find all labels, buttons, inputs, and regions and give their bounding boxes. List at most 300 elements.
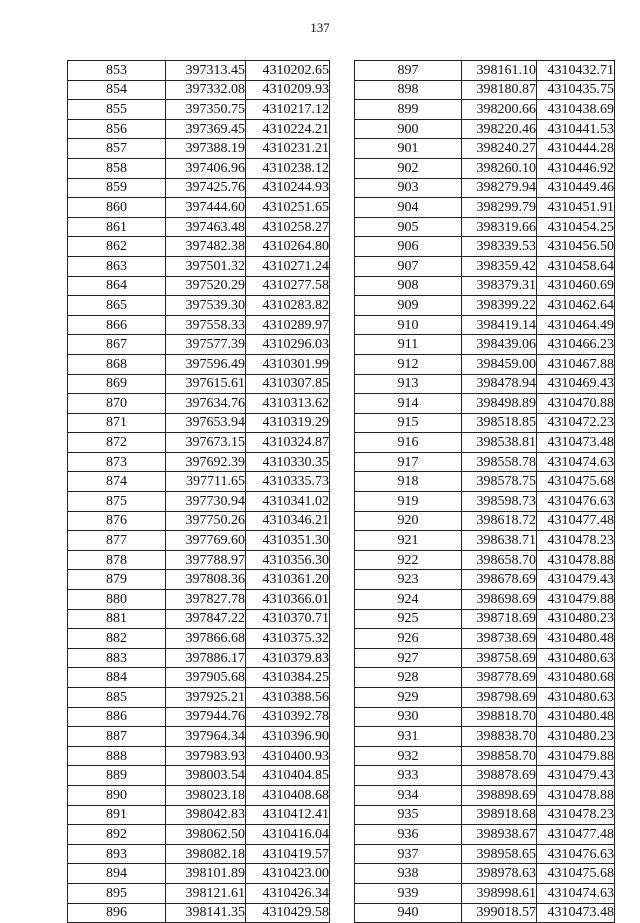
table-row	[355, 668, 615, 688]
table-row	[355, 864, 615, 884]
table-row	[355, 178, 615, 198]
table-row	[355, 766, 615, 786]
point-number-cell: 932	[355, 746, 462, 766]
table-row	[68, 825, 330, 845]
coordinates-table-left	[67, 60, 330, 923]
table-row	[68, 844, 330, 864]
point-number-cell: 890	[68, 785, 166, 805]
point-number-cell: 912	[355, 354, 462, 374]
x-coordinate-cell: 398518.85	[462, 413, 537, 433]
x-coordinate-cell: 398878.69	[462, 766, 537, 786]
y-coordinate-cell: 4310456.50	[537, 237, 615, 257]
y-coordinate-cell: 4310346.21	[246, 511, 330, 531]
point-number-cell: 889	[68, 766, 166, 786]
x-coordinate-cell: 397925.21	[166, 688, 246, 708]
table-row	[68, 727, 330, 747]
x-coordinate-cell: 397332.08	[166, 80, 246, 100]
x-coordinate-cell: 397769.60	[166, 531, 246, 551]
table-row	[68, 413, 330, 433]
x-coordinate-cell: 398798.69	[462, 688, 537, 708]
point-number-cell: 907	[355, 256, 462, 276]
y-coordinate-cell: 4310283.82	[246, 296, 330, 316]
x-coordinate-cell: 397615.61	[166, 374, 246, 394]
table-row	[68, 805, 330, 825]
point-number-cell: 879	[68, 570, 166, 590]
y-coordinate-cell: 4310478.23	[537, 531, 615, 551]
table-row	[68, 100, 330, 120]
point-number-cell: 910	[355, 315, 462, 335]
x-coordinate-cell: 398459.00	[462, 354, 537, 374]
point-number-cell: 868	[68, 354, 166, 374]
point-number-cell: 882	[68, 629, 166, 649]
y-coordinate-cell: 4310444.28	[537, 139, 615, 159]
x-coordinate-cell: 397558.33	[166, 315, 246, 335]
y-coordinate-cell: 4310441.53	[537, 119, 615, 139]
x-coordinate-cell: 399018.57	[462, 903, 537, 923]
table-row	[355, 139, 615, 159]
table-row	[68, 609, 330, 629]
table-row	[355, 648, 615, 668]
y-coordinate-cell: 4310289.97	[246, 315, 330, 335]
y-coordinate-cell: 4310217.12	[246, 100, 330, 120]
x-coordinate-cell: 397827.78	[166, 590, 246, 610]
point-number-cell: 854	[68, 80, 166, 100]
table-row	[68, 472, 330, 492]
x-coordinate-cell: 397866.68	[166, 629, 246, 649]
x-coordinate-cell: 397673.15	[166, 433, 246, 453]
table-row	[68, 550, 330, 570]
point-number-cell: 894	[68, 864, 166, 884]
table-row	[355, 785, 615, 805]
y-coordinate-cell: 4310470.88	[537, 394, 615, 414]
y-coordinate-cell: 4310313.62	[246, 394, 330, 414]
table-row	[68, 119, 330, 139]
x-coordinate-cell: 398419.14	[462, 315, 537, 335]
x-coordinate-cell: 397847.22	[166, 609, 246, 629]
x-coordinate-cell: 397501.32	[166, 256, 246, 276]
x-coordinate-cell: 397577.39	[166, 335, 246, 355]
table-row	[68, 217, 330, 237]
table-row	[68, 374, 330, 394]
y-coordinate-cell: 4310231.21	[246, 139, 330, 159]
x-coordinate-cell: 398698.69	[462, 590, 537, 610]
x-coordinate-cell: 398339.53	[462, 237, 537, 257]
y-coordinate-cell: 4310480.68	[537, 668, 615, 688]
table-row	[355, 629, 615, 649]
y-coordinate-cell: 4310330.35	[246, 452, 330, 472]
table-row	[68, 511, 330, 531]
x-coordinate-cell: 398718.69	[462, 609, 537, 629]
y-coordinate-cell: 4310458.64	[537, 256, 615, 276]
table-row	[355, 550, 615, 570]
point-number-cell: 938	[355, 864, 462, 884]
table-row	[68, 452, 330, 472]
table-row	[355, 217, 615, 237]
point-number-cell: 898	[355, 80, 462, 100]
x-coordinate-cell: 398938.67	[462, 825, 537, 845]
x-coordinate-cell: 398838.70	[462, 727, 537, 747]
point-number-cell: 861	[68, 217, 166, 237]
point-number-cell: 885	[68, 688, 166, 708]
y-coordinate-cell: 4310375.32	[246, 629, 330, 649]
table-row	[68, 158, 330, 178]
x-coordinate-cell: 398618.72	[462, 511, 537, 531]
x-coordinate-cell: 397596.49	[166, 354, 246, 374]
x-coordinate-cell: 398121.61	[166, 883, 246, 903]
point-number-cell: 925	[355, 609, 462, 629]
x-coordinate-cell: 398299.79	[462, 198, 537, 218]
y-coordinate-cell: 4310438.69	[537, 100, 615, 120]
point-number-cell: 908	[355, 276, 462, 296]
y-coordinate-cell: 4310478.88	[537, 550, 615, 570]
y-coordinate-cell: 4310209.93	[246, 80, 330, 100]
table-row	[355, 315, 615, 335]
y-coordinate-cell: 4310475.68	[537, 864, 615, 884]
table-row	[68, 80, 330, 100]
point-number-cell: 931	[355, 727, 462, 747]
point-number-cell: 887	[68, 727, 166, 747]
table-row	[68, 648, 330, 668]
point-number-cell: 929	[355, 688, 462, 708]
x-coordinate-cell: 397444.60	[166, 198, 246, 218]
x-coordinate-cell: 398003.54	[166, 766, 246, 786]
point-number-cell: 933	[355, 766, 462, 786]
y-coordinate-cell: 4310449.46	[537, 178, 615, 198]
point-number-cell: 923	[355, 570, 462, 590]
x-coordinate-cell: 398638.71	[462, 531, 537, 551]
point-number-cell: 891	[68, 805, 166, 825]
x-coordinate-cell: 397463.48	[166, 217, 246, 237]
y-coordinate-cell: 4310356.30	[246, 550, 330, 570]
y-coordinate-cell: 4310396.90	[246, 727, 330, 747]
table-row	[355, 825, 615, 845]
x-coordinate-cell: 397388.19	[166, 139, 246, 159]
x-coordinate-cell: 398978.63	[462, 864, 537, 884]
table-row	[68, 864, 330, 884]
point-number-cell: 884	[68, 668, 166, 688]
y-coordinate-cell: 4310370.71	[246, 609, 330, 629]
point-number-cell: 899	[355, 100, 462, 120]
x-coordinate-cell: 398101.89	[166, 864, 246, 884]
y-coordinate-cell: 4310408.68	[246, 785, 330, 805]
point-number-cell: 867	[68, 335, 166, 355]
x-coordinate-cell: 398818.70	[462, 707, 537, 727]
y-coordinate-cell: 4310361.20	[246, 570, 330, 590]
x-coordinate-cell: 397750.26	[166, 511, 246, 531]
table-row	[355, 805, 615, 825]
table-row	[355, 511, 615, 531]
table-row	[68, 531, 330, 551]
point-number-cell: 859	[68, 178, 166, 198]
y-coordinate-cell: 4310335.73	[246, 472, 330, 492]
point-number-cell: 930	[355, 707, 462, 727]
x-coordinate-cell: 398738.69	[462, 629, 537, 649]
x-coordinate-cell: 397905.68	[166, 668, 246, 688]
table-row	[68, 61, 330, 81]
table-row	[355, 903, 615, 923]
x-coordinate-cell: 398898.69	[462, 785, 537, 805]
x-coordinate-cell: 398498.89	[462, 394, 537, 414]
x-coordinate-cell: 397808.36	[166, 570, 246, 590]
y-coordinate-cell: 4310341.02	[246, 492, 330, 512]
x-coordinate-cell: 397520.29	[166, 276, 246, 296]
table-row	[355, 707, 615, 727]
point-number-cell: 917	[355, 452, 462, 472]
table-row	[68, 688, 330, 708]
point-number-cell: 875	[68, 492, 166, 512]
point-number-cell: 866	[68, 315, 166, 335]
x-coordinate-cell: 398678.69	[462, 570, 537, 590]
x-coordinate-cell: 398042.83	[166, 805, 246, 825]
point-number-cell: 940	[355, 903, 462, 923]
y-coordinate-cell: 4310224.21	[246, 119, 330, 139]
x-coordinate-cell: 398240.27	[462, 139, 537, 159]
y-coordinate-cell: 4310464.49	[537, 315, 615, 335]
point-number-cell: 924	[355, 590, 462, 610]
table-row	[68, 707, 330, 727]
table-row	[355, 746, 615, 766]
point-number-cell: 863	[68, 256, 166, 276]
x-coordinate-cell: 398161.10	[462, 61, 537, 81]
point-number-cell: 888	[68, 746, 166, 766]
y-coordinate-cell: 4310277.58	[246, 276, 330, 296]
x-coordinate-cell: 397406.96	[166, 158, 246, 178]
table-row	[355, 609, 615, 629]
point-number-cell: 895	[68, 883, 166, 903]
point-number-cell: 897	[355, 61, 462, 81]
point-number-cell: 872	[68, 433, 166, 453]
point-number-cell: 883	[68, 648, 166, 668]
y-coordinate-cell: 4310479.88	[537, 746, 615, 766]
x-coordinate-cell: 398023.18	[166, 785, 246, 805]
y-coordinate-cell: 4310451.91	[537, 198, 615, 218]
point-number-cell: 926	[355, 629, 462, 649]
table-row	[68, 903, 330, 923]
y-coordinate-cell: 4310474.63	[537, 452, 615, 472]
y-coordinate-cell: 4310478.88	[537, 785, 615, 805]
point-number-cell: 881	[68, 609, 166, 629]
point-number-cell: 936	[355, 825, 462, 845]
y-coordinate-cell: 4310296.03	[246, 335, 330, 355]
y-coordinate-cell: 4310466.23	[537, 335, 615, 355]
point-number-cell: 858	[68, 158, 166, 178]
table-row	[68, 178, 330, 198]
y-coordinate-cell: 4310473.48	[537, 433, 615, 453]
table-row	[355, 80, 615, 100]
table-row	[355, 374, 615, 394]
point-number-cell: 870	[68, 394, 166, 414]
table-row	[68, 433, 330, 453]
y-coordinate-cell: 4310301.99	[246, 354, 330, 374]
point-number-cell: 878	[68, 550, 166, 570]
table-row	[355, 590, 615, 610]
x-coordinate-cell: 398918.68	[462, 805, 537, 825]
table-row	[355, 394, 615, 414]
table-row	[355, 61, 615, 81]
point-number-cell: 853	[68, 61, 166, 81]
y-coordinate-cell: 4310388.56	[246, 688, 330, 708]
x-coordinate-cell: 397482.38	[166, 237, 246, 257]
table-row	[355, 452, 615, 472]
y-coordinate-cell: 4310476.63	[537, 844, 615, 864]
table-row	[68, 492, 330, 512]
x-coordinate-cell: 398200.66	[462, 100, 537, 120]
y-coordinate-cell: 4310479.43	[537, 766, 615, 786]
table-row	[355, 531, 615, 551]
table-row	[355, 570, 615, 590]
point-number-cell: 904	[355, 198, 462, 218]
table-row	[68, 883, 330, 903]
table-row	[355, 883, 615, 903]
coordinates-table-right	[354, 60, 615, 923]
point-number-cell: 921	[355, 531, 462, 551]
table-row	[68, 256, 330, 276]
point-number-cell: 876	[68, 511, 166, 531]
point-number-cell: 877	[68, 531, 166, 551]
table-row	[355, 158, 615, 178]
point-number-cell: 902	[355, 158, 462, 178]
point-number-cell: 916	[355, 433, 462, 453]
y-coordinate-cell: 4310472.23	[537, 413, 615, 433]
point-number-cell: 874	[68, 472, 166, 492]
y-coordinate-cell: 4310271.24	[246, 256, 330, 276]
point-number-cell: 893	[68, 844, 166, 864]
point-number-cell: 934	[355, 785, 462, 805]
point-number-cell: 892	[68, 825, 166, 845]
table-row	[68, 590, 330, 610]
table-row	[68, 198, 330, 218]
point-number-cell: 909	[355, 296, 462, 316]
y-coordinate-cell: 4310384.25	[246, 668, 330, 688]
x-coordinate-cell: 398758.69	[462, 648, 537, 668]
table-row	[355, 276, 615, 296]
y-coordinate-cell: 4310473.48	[537, 903, 615, 923]
point-number-cell: 896	[68, 903, 166, 923]
x-coordinate-cell: 397711.65	[166, 472, 246, 492]
table-row	[355, 296, 615, 316]
x-coordinate-cell: 397634.76	[166, 394, 246, 414]
point-number-cell: 935	[355, 805, 462, 825]
y-coordinate-cell: 4310479.88	[537, 590, 615, 610]
x-coordinate-cell: 397944.76	[166, 707, 246, 727]
x-coordinate-cell: 397539.30	[166, 296, 246, 316]
x-coordinate-cell: 398858.70	[462, 746, 537, 766]
x-coordinate-cell: 398598.73	[462, 492, 537, 512]
x-coordinate-cell: 398180.87	[462, 80, 537, 100]
y-coordinate-cell: 4310476.63	[537, 492, 615, 512]
table-row	[355, 844, 615, 864]
point-number-cell: 873	[68, 452, 166, 472]
page-number: 137	[310, 20, 330, 35]
y-coordinate-cell: 4310426.34	[246, 883, 330, 903]
point-number-cell: 914	[355, 394, 462, 414]
table-row	[68, 296, 330, 316]
y-coordinate-cell: 4310477.48	[537, 825, 615, 845]
y-coordinate-cell: 4310460.69	[537, 276, 615, 296]
y-coordinate-cell: 4310404.85	[246, 766, 330, 786]
point-number-cell: 865	[68, 296, 166, 316]
point-number-cell: 918	[355, 472, 462, 492]
x-coordinate-cell: 398578.75	[462, 472, 537, 492]
y-coordinate-cell: 4310454.25	[537, 217, 615, 237]
x-coordinate-cell: 397350.75	[166, 100, 246, 120]
table-row	[68, 139, 330, 159]
x-coordinate-cell: 398399.22	[462, 296, 537, 316]
point-number-cell: 928	[355, 668, 462, 688]
y-coordinate-cell: 4310469.43	[537, 374, 615, 394]
x-coordinate-cell: 398998.61	[462, 883, 537, 903]
table-row	[355, 198, 615, 218]
point-number-cell: 855	[68, 100, 166, 120]
y-coordinate-cell: 4310462.64	[537, 296, 615, 316]
table-row	[68, 237, 330, 257]
x-coordinate-cell: 398778.69	[462, 668, 537, 688]
table-row	[68, 785, 330, 805]
table-row	[355, 354, 615, 374]
point-number-cell: 905	[355, 217, 462, 237]
table-row	[355, 335, 615, 355]
point-number-cell: 915	[355, 413, 462, 433]
point-number-cell: 913	[355, 374, 462, 394]
x-coordinate-cell: 398260.10	[462, 158, 537, 178]
table-row	[68, 746, 330, 766]
table-row	[355, 472, 615, 492]
y-coordinate-cell: 4310400.93	[246, 746, 330, 766]
point-number-cell: 911	[355, 335, 462, 355]
x-coordinate-cell: 397788.97	[166, 550, 246, 570]
x-coordinate-cell: 398958.65	[462, 844, 537, 864]
x-coordinate-cell: 397425.76	[166, 178, 246, 198]
point-number-cell: 856	[68, 119, 166, 139]
table-row	[68, 276, 330, 296]
table-row	[68, 668, 330, 688]
y-coordinate-cell: 4310366.01	[246, 590, 330, 610]
y-coordinate-cell: 4310467.88	[537, 354, 615, 374]
x-coordinate-cell: 398478.94	[462, 374, 537, 394]
point-number-cell: 900	[355, 119, 462, 139]
point-number-cell: 906	[355, 237, 462, 257]
y-coordinate-cell: 4310446.92	[537, 158, 615, 178]
y-coordinate-cell: 4310392.78	[246, 707, 330, 727]
point-number-cell: 903	[355, 178, 462, 198]
y-coordinate-cell: 4310258.27	[246, 217, 330, 237]
x-coordinate-cell: 398319.66	[462, 217, 537, 237]
point-number-cell: 922	[355, 550, 462, 570]
table-row	[68, 315, 330, 335]
table-row	[68, 570, 330, 590]
point-number-cell: 857	[68, 139, 166, 159]
table-row	[68, 629, 330, 649]
x-coordinate-cell: 398279.94	[462, 178, 537, 198]
x-coordinate-cell: 397369.45	[166, 119, 246, 139]
table-row	[355, 237, 615, 257]
table-row	[68, 335, 330, 355]
y-coordinate-cell: 4310480.23	[537, 727, 615, 747]
x-coordinate-cell: 397313.45	[166, 61, 246, 81]
point-number-cell: 862	[68, 237, 166, 257]
y-coordinate-cell: 4310480.48	[537, 629, 615, 649]
point-number-cell: 869	[68, 374, 166, 394]
x-coordinate-cell: 398220.46	[462, 119, 537, 139]
x-coordinate-cell: 398658.70	[462, 550, 537, 570]
y-coordinate-cell: 4310479.43	[537, 570, 615, 590]
table-row	[68, 394, 330, 414]
x-coordinate-cell: 397730.94	[166, 492, 246, 512]
y-coordinate-cell: 4310480.23	[537, 609, 615, 629]
x-coordinate-cell: 397983.93	[166, 746, 246, 766]
point-number-cell: 920	[355, 511, 462, 531]
y-coordinate-cell: 4310238.12	[246, 158, 330, 178]
